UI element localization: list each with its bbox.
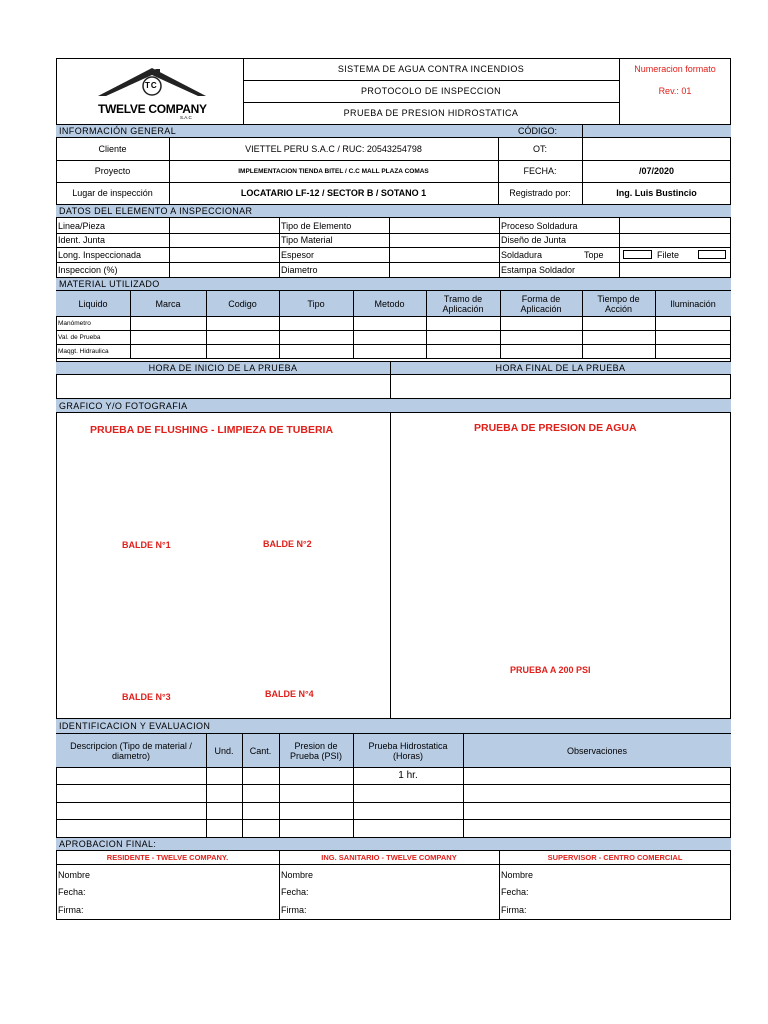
balde-3-label: BALDE N°3 <box>122 692 171 702</box>
prueba-psi-note: PRUEBA A 200 PSI <box>510 665 591 675</box>
ot-label: OT: <box>532 144 547 154</box>
approval-nombre-3: Nombre <box>501 870 534 880</box>
general-section-band <box>56 124 731 138</box>
approval-nombre-2: Nombre <box>281 870 314 880</box>
approval-firma-2: Firma: <box>281 905 307 915</box>
evaluation-section-band <box>56 718 731 734</box>
approval-role-ingeniero: ING. SANITARIO - TWELVE COMPANY <box>321 853 457 862</box>
cliente-label: Cliente <box>98 144 127 154</box>
approval-section-band <box>56 837 731 851</box>
tope-checkbox[interactable] <box>623 250 652 259</box>
element-label-2-2: Tipo Material <box>281 235 333 245</box>
balde-4-label: BALDE N°4 <box>265 689 314 699</box>
element-section-band <box>56 204 731 218</box>
tope-label: Tope <box>584 249 604 260</box>
element-label-3-2: Diseño de Junta <box>501 235 567 245</box>
company-logo <box>90 62 215 122</box>
lugar-label: Lugar de inspección <box>72 188 153 198</box>
graphic-section-band <box>56 398 731 413</box>
material-section-band <box>56 277 731 291</box>
filete-checkbox[interactable] <box>698 250 726 259</box>
material-col-marca: Marca <box>155 298 181 309</box>
approval-role-residente: RESIDENTE - TWELVE COMPANY. <box>106 853 229 862</box>
approval-fecha-3: Fecha: <box>501 887 529 897</box>
element-label-1-4: Inspeccion (%) <box>58 264 118 275</box>
material-section-title: MATERIAL UTILIZADO <box>59 279 160 289</box>
revision-label: Rev.: 01 <box>658 86 692 96</box>
approval-nombre-1: Nombre <box>58 870 91 880</box>
eval-col-und: Und. <box>214 745 234 756</box>
evaluation-section-title: IDENTIFICACION Y EVALUACION <box>59 721 211 731</box>
element-label-3-4: Estampa Soldador <box>501 264 576 275</box>
material-row-valvula: Val. de Prueba <box>58 333 101 341</box>
proyecto-label: Proyecto <box>94 166 131 176</box>
filete-label: Filete <box>657 249 680 260</box>
logo-initials: TC <box>145 81 158 90</box>
material-col-tipo: Tipo <box>307 298 325 309</box>
format-number-label: Numeracion formato <box>634 64 716 74</box>
header-line-2: PROTOCOLO DE INSPECCION <box>360 86 502 96</box>
approval-fecha-1: Fecha: <box>58 887 86 897</box>
material-col-codigo: Codigo <box>228 298 257 309</box>
element-label-3-1: Proceso Soldadura <box>501 220 578 231</box>
hora-final-field[interactable] <box>391 375 730 398</box>
header-line-3: PRUEBA DE PRESION HIDROSTATICA <box>343 108 519 118</box>
element-label-3-3: Soldadura <box>501 249 543 260</box>
material-col-iluminacion: Iluminación <box>670 298 716 309</box>
approval-section-title: APROBACION FINAL: <box>59 839 157 849</box>
general-section-title: INFORMACIÓN GENERAL <box>59 126 177 136</box>
material-col-forma: Forma de Aplicación <box>520 293 562 314</box>
fecha-value: /07/2020 <box>638 166 675 176</box>
eval-hours-value: 1 hr. <box>398 770 418 781</box>
element-label-1-2: Ident. Junta <box>58 235 106 245</box>
element-label-2-3: Espesor <box>281 249 315 260</box>
hora-inicio-label: HORA DE INICIO DE LA PRUEBA <box>148 363 298 373</box>
material-row-manometro: Manómetro <box>58 319 91 327</box>
eval-col-presion: Presion de Prueba (PSI) <box>289 740 343 761</box>
cliente-value: VIETTEL PERU S.A.C / RUC: 20543254798 <box>245 144 422 154</box>
element-label-1-3: Long. Inspeccionada <box>58 249 142 260</box>
codigo-label: CÓDIGO: <box>518 126 558 136</box>
material-col-tiempo: Tiempo de Acción <box>597 293 640 314</box>
eval-col-observaciones: Observaciones <box>566 745 628 756</box>
element-label-1-1: Linea/Pieza <box>58 220 106 231</box>
company-suffix: S.A.C <box>180 115 192 120</box>
approval-firma-3: Firma: <box>501 905 527 915</box>
balde-1-label: BALDE N°1 <box>122 540 171 550</box>
approval-fecha-2: Fecha: <box>281 887 309 897</box>
eval-col-descripcion: Descripcion (Tipo de material / diametro) <box>70 740 192 761</box>
presion-title: PRUEBA DE PRESION DE AGUA <box>474 422 637 434</box>
balde-2-label: BALDE N°2 <box>263 539 312 549</box>
fecha-label: FECHA: <box>523 166 557 176</box>
approval-firma-1: Firma: <box>58 905 84 915</box>
registrado-label: Registrado por: <box>509 188 571 198</box>
flushing-title: PRUEBA DE FLUSHING - LIMPIEZA DE TUBERIA <box>90 424 334 436</box>
material-row-maquina: Maqgt. Hidraulica <box>58 347 109 355</box>
element-label-2-1: Tipo de Elemento <box>281 220 352 231</box>
material-col-liquido: Liquido <box>78 298 108 309</box>
lugar-value: LOCATARIO LF-12 / SECTOR B / SOTANO 1 <box>240 188 427 198</box>
eval-col-cant: Cant. <box>249 745 272 756</box>
element-label-2-4: Diametro <box>281 264 318 275</box>
material-col-metodo: Metodo <box>374 298 405 309</box>
graphic-section-title: GRAFICO Y/O FOTOGRAFIA <box>59 400 188 411</box>
registrado-value: Ing. Luis Bustincio <box>616 188 697 198</box>
hora-final-label: HORA FINAL DE LA PRUEBA <box>495 363 626 373</box>
company-name: TWELVE COMPANY <box>98 102 207 116</box>
material-col-tramo: Tramo de Aplicación <box>442 293 484 314</box>
hora-inicio-field[interactable] <box>57 375 389 398</box>
proyecto-value: IMPLEMENTACION TIENDA BITEL / C.C MALL PLAZA COMAS <box>238 167 429 175</box>
element-section-title: DATOS DEL ELEMENTO A INSPECCIONAR <box>59 206 253 216</box>
header-line-1: SISTEMA DE AGUA CONTRA INCENDIOS <box>337 64 525 74</box>
approval-role-supervisor: SUPERVISOR - CENTRO COMERCIAL <box>547 853 683 862</box>
eval-col-prueba: Prueba Hidrostatica (Horas) <box>368 740 448 761</box>
